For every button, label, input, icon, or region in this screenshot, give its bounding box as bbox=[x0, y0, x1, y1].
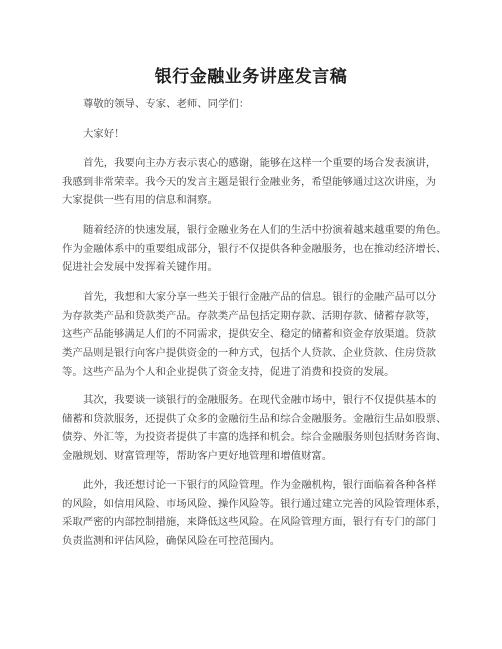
paragraph-risk-management bbox=[62, 476, 447, 551]
text-line: 此外，我还想讨论一下银行的风险管理。作为金融机构，银行面临着各种各样 bbox=[83, 479, 437, 491]
paragraph-salutation bbox=[62, 95, 440, 114]
text-line: 作为金融体系中的重要组成部分，银行不仅提供各种金融服务，也在推动经济增长、 bbox=[62, 242, 447, 255]
text-line: 债券、外汇等，为投资者提供了丰富的选择和机会。综合金融服务则包括财务咨询、 bbox=[62, 431, 447, 444]
paragraph-products bbox=[62, 288, 440, 382]
paragraph-background bbox=[62, 221, 447, 277]
paragraph-services bbox=[62, 391, 447, 466]
text-line: 采取严密的内部控制措施，来降低这些风险。在风险管理方面，银行有专门的部门 bbox=[62, 516, 437, 529]
text-line: 大家提供一些有用的信息和洞察。 bbox=[62, 194, 218, 207]
text-line: 类产品则是银行向客户提供资金的一种方式，包括个人贷款、企业贷款、住房贷款 bbox=[62, 347, 437, 360]
text-line: 首先，我想和大家分享一些关于银行金融产品的信息。银行的金融产品可以分 bbox=[83, 291, 437, 303]
text-line: 我感到非常荣幸。我今天的发言主题是银行金融业务，希望能够通过这次讲座，为 bbox=[62, 175, 437, 188]
text-line: 金融规划、财富管理等，帮助客户更好地管理和增值财富。 bbox=[62, 450, 333, 463]
paragraph-thanks bbox=[62, 154, 440, 210]
text-line: 这些产品能够满足人们的不同需求，提供安全、稳定的储蓄和资金存放渠道。贷款 bbox=[62, 328, 437, 341]
text-line: 首先，我要向主办方表示衷心的感谢，能够在这样一个重要的场合发表演讲， bbox=[83, 157, 437, 169]
text-line: 的风险，如信用风险、市场风险、操作风险等。银行通过建立完善的风险管理体系， bbox=[62, 497, 447, 510]
text-line: 尊敬的领导、专家、老师、同学们： bbox=[83, 98, 250, 110]
text-line: 为存款类产品和贷款类产品。存款类产品包括定期存款、活期存款、储蓄存款等， bbox=[62, 309, 437, 322]
text-line: 负责监测和评估风险，确保风险在可控范围内。 bbox=[62, 535, 281, 548]
text-line: 随着经济的快速发展，银行金融业务在人们的生活中扮演着越来越重要的角色。 bbox=[83, 224, 447, 236]
text-line: 储蓄和贷款服务，还提供了众多的金融衍生品和综合金融服务。金融衍生品如股票、 bbox=[62, 412, 447, 425]
paragraph-greeting bbox=[62, 125, 440, 144]
text-line: 促进社会发展中发挥着关键作用。 bbox=[62, 261, 218, 274]
document-title: 银行金融业务讲座发言稿 bbox=[154, 67, 348, 87]
text-line: 大家好！ bbox=[83, 128, 125, 140]
text-line: 其次，我要谈一谈银行的金融服务。在现代金融市场中，银行不仅提供基本的 bbox=[83, 394, 437, 406]
text-line: 等。这些产品为个人和企业提供了资金支持，促进了消费和投资的发展。 bbox=[62, 365, 395, 378]
